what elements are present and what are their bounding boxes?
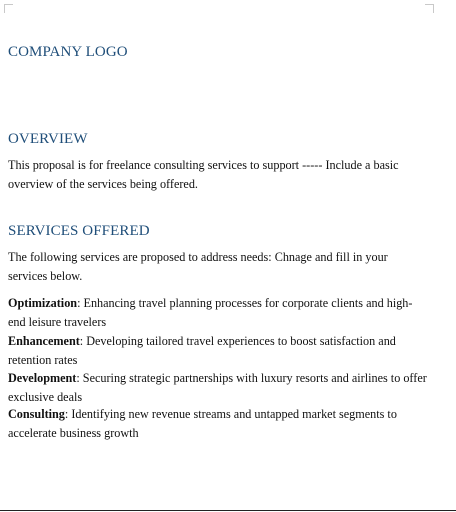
service-name: Development xyxy=(8,371,77,385)
service-item[interactable] xyxy=(8,369,428,407)
service-item[interactable] xyxy=(8,405,428,443)
company-logo-placeholder[interactable]: COMPANY LOGO xyxy=(8,44,128,60)
service-name: Optimization xyxy=(8,296,78,310)
service-description: : Enhancing travel planning processes for corporate clients and high-end leisure travelers xyxy=(8,296,413,329)
service-description: : Developing tailored travel experiences to boost satisfaction and retention rates xyxy=(8,334,396,367)
page-bottom-border xyxy=(0,510,456,511)
service-name: Consulting xyxy=(8,407,65,421)
overview-heading[interactable]: OVERVIEW xyxy=(8,131,88,147)
margin-corner-mark xyxy=(4,4,13,13)
service-description: : Identifying new revenue streams and untapped market segments to accelerate business growth xyxy=(8,407,397,440)
service-description: : Securing strategic partnerships with luxury resorts and airlines to offer exclusive deals xyxy=(8,371,427,404)
services-intro[interactable]: The following services are proposed to address needs: Chnage and fill in your services below. xyxy=(8,250,388,283)
service-item[interactable] xyxy=(8,332,428,370)
services-heading[interactable]: SERVICES OFFERED xyxy=(8,223,150,239)
overview-text[interactable]: This proposal is for freelance consulting services to support ----- Include a basic overview of the services being offered. xyxy=(8,158,399,191)
margin-corner-mark xyxy=(425,4,434,13)
service-name: Enhancement xyxy=(8,334,80,348)
service-item[interactable] xyxy=(8,294,428,332)
